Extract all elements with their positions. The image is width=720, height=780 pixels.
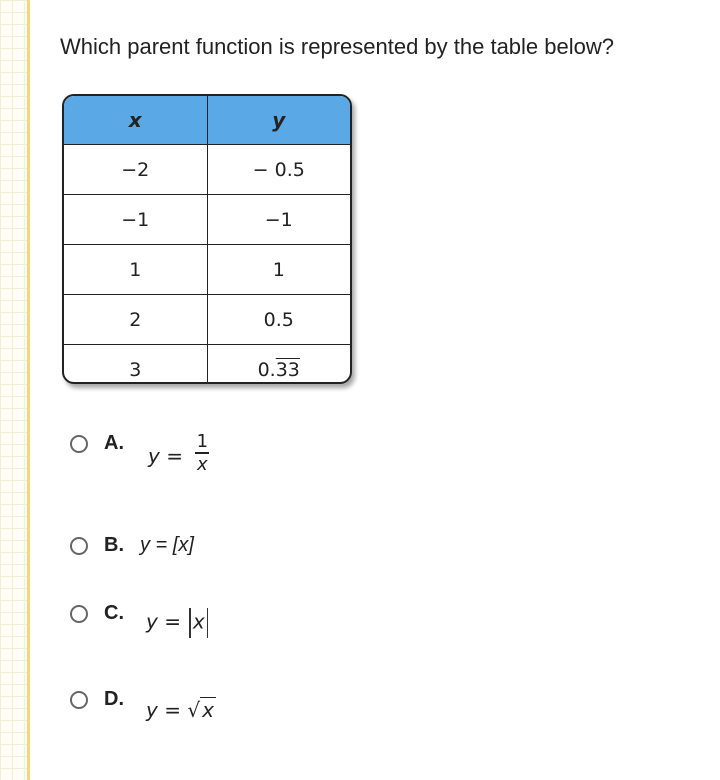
option-a-denominator: x [196,453,208,475]
option-c-lhs: y = [146,609,181,634]
repeating-digits: 33 [275,358,300,381]
cell-y: 0.5 [207,295,350,345]
table-row [64,245,350,295]
radical-sign-icon: √ [187,698,201,722]
cell-y: −1 [207,195,350,245]
cell-y [207,345,350,385]
option-a-letter: A. [104,432,124,454]
table-row [64,195,350,245]
option-a-fraction [195,432,209,476]
radio-d[interactable] [70,691,88,709]
cell-x: 1 [64,245,207,295]
value-table [62,94,352,384]
option-d-lhs: y = [146,698,181,722]
radio-c[interactable] [70,605,88,623]
option-a[interactable] [70,432,209,476]
table-row [64,295,350,345]
radio-a[interactable] [70,435,88,453]
abs-bar-left [189,608,191,638]
option-a-lhs: y = [148,443,183,468]
option-c-letter: C. [104,602,124,624]
option-b[interactable] [70,534,194,557]
cell-x: −1 [64,195,207,245]
question-text: Which parent function is represented by the table below? [60,34,614,59]
sqrt-symbol [187,698,216,722]
option-d-letter: D. [104,688,124,710]
option-b-expression: y = [x] [140,534,194,556]
cell-x: 3 [64,345,207,385]
repeating-decimal-whole: 0. [257,358,276,381]
header-x: x [64,96,207,145]
cell-x: −2 [64,145,207,195]
left-margin-strip [0,0,30,780]
abs-bar-right [207,608,209,638]
option-d[interactable] [70,688,216,722]
header-y: y [207,96,350,145]
option-c-expression [146,608,210,638]
cell-y: 1 [207,245,350,295]
option-a-expression [148,432,209,476]
table-header-row [64,96,350,145]
table-row [64,145,350,195]
cell-y: − 0.5 [207,145,350,195]
option-c-inner: x [192,609,205,634]
table-row [64,345,350,385]
cell-x: 2 [64,295,207,345]
option-b-letter: B. [104,534,124,556]
option-d-expression [146,698,216,722]
radio-b[interactable] [70,537,88,555]
option-d-radicand: x [202,698,214,722]
option-a-numerator: 1 [196,431,209,452]
option-c[interactable] [70,602,210,638]
